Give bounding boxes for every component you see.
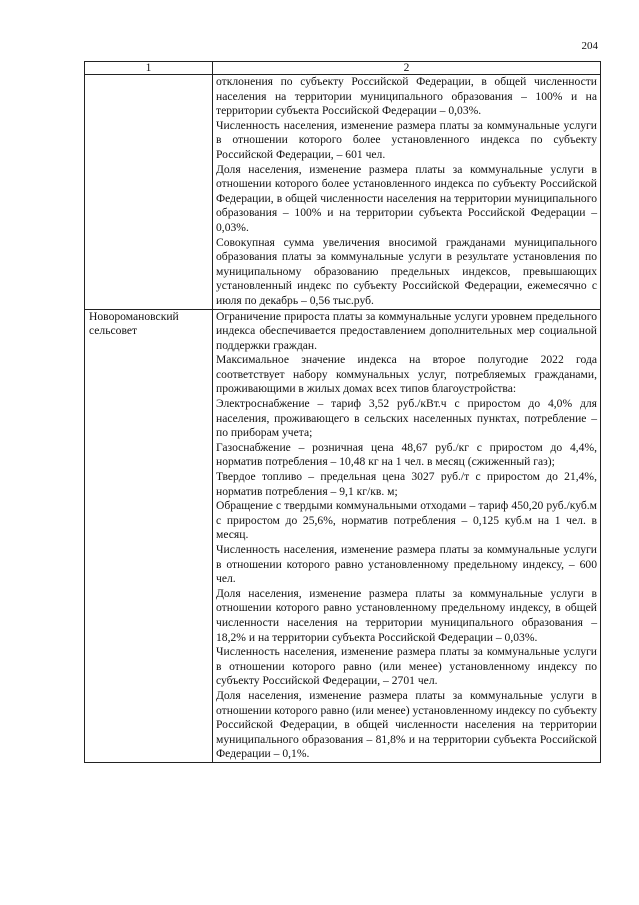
column-header-2: 2 [213, 62, 601, 75]
page-number: 204 [581, 40, 598, 52]
paragraph: Доля населения, изменение размера платы за коммунальные услуги в отношении которого более установленного индекса по субъекту Российской Федерации, в общей численности населения на территории муниципального образования – 100% и на территории субъекта Российской Федерации – 0,03%. [216, 162, 597, 234]
paragraph: Максимальное значение индекса на второе полугодие 2022 года соответствует набору коммунальных услуг, потребляемых гражданами, проживающими в жилых домах всех типов благоустройства: [216, 353, 597, 396]
municipality-cell [85, 75, 213, 310]
paragraph: Газоснабжение – розничная цена 48,67 руб./кг с приростом до 4,4%, норматив потребления – 10,48 кг на 1 чел. в месяц (сжиженный газ); [216, 440, 597, 469]
document-table [84, 61, 601, 763]
paragraph: Совокупная сумма увеличения вносимой гражданами муниципального образования платы за коммунальные услуги в результате установления по муниципальному образованию предельных индексов, превышающих установленный индекс по субъекту Российской Федерации, ежемесячно с июля по декабрь – 0,56 тыс.руб. [216, 235, 597, 307]
paragraph: Обращение с твердыми коммунальными отходами – тариф 450,20 руб./куб.м с приростом до 25,6%, норматив потребления – 0,125 куб.м на 1 чел. в месяц. [216, 499, 597, 542]
table-row [85, 75, 601, 310]
table-row [85, 309, 601, 762]
paragraph: Электроснабжение – тариф 3,52 руб./кВт.ч с приростом до 4,0% для населения, проживающего в сельских населенных пунктах, потребление – по приборам учета; [216, 397, 597, 440]
table-header-row [85, 62, 601, 75]
municipality-cell [85, 309, 213, 762]
paragraph: Ограничение прироста платы за коммунальные услуги уровнем предельного индекса обеспечивается предоставлением дополнительных мер социальной поддержки граждан. [216, 309, 597, 352]
paragraph: Численность населения, изменение размера платы за коммунальные услуги в отношении которого более установленного индекса по субъекту Российской Федерации, – 601 чел. [216, 118, 597, 161]
column-header-1: 1 [85, 62, 213, 75]
paragraph: Доля населения, изменение размера платы за коммунальные услуги в отношении которого равно (или менее) установленному индексу по субъекту Российской Федерации, в общей численности населения на территории муниципального образования – 81,8% и на территории субъекта Российской Федерации – 0,1%. [216, 688, 597, 761]
paragraph: Численность населения, изменение размера платы за коммунальные услуги в отношении которого равно установленному предельному индексу, – 600 чел. [216, 543, 597, 586]
paragraph: Доля населения, изменение размера платы за коммунальные услуги в отношении которого равно установленному предельному индексу, в общей численности населения на территории муниципального образования – 18,2% и на территории субъекта Российской Федерации – 0,03%. [216, 586, 597, 644]
description-cell [213, 309, 601, 762]
municipality-name: Новоромановский сельсовет [89, 309, 179, 338]
paragraph: отклонения по субъекту Российской Федерации, в общей численности населения на территории муниципального образования – 100% и на территории субъекта Российской Федерации – 0,03%. [216, 75, 597, 118]
paragraph: Твердое топливо – предельная цена 3027 руб./т с приростом до 21,4%, норматив потребления – 9,1 кг/кв. м; [216, 470, 597, 498]
description-cell [213, 75, 601, 310]
paragraph: Численность населения, изменение размера платы за коммунальные услуги в отношении которого равно (или менее) установленному индексу по субъекту Российской Федерации, – 2701 чел. [216, 645, 597, 688]
